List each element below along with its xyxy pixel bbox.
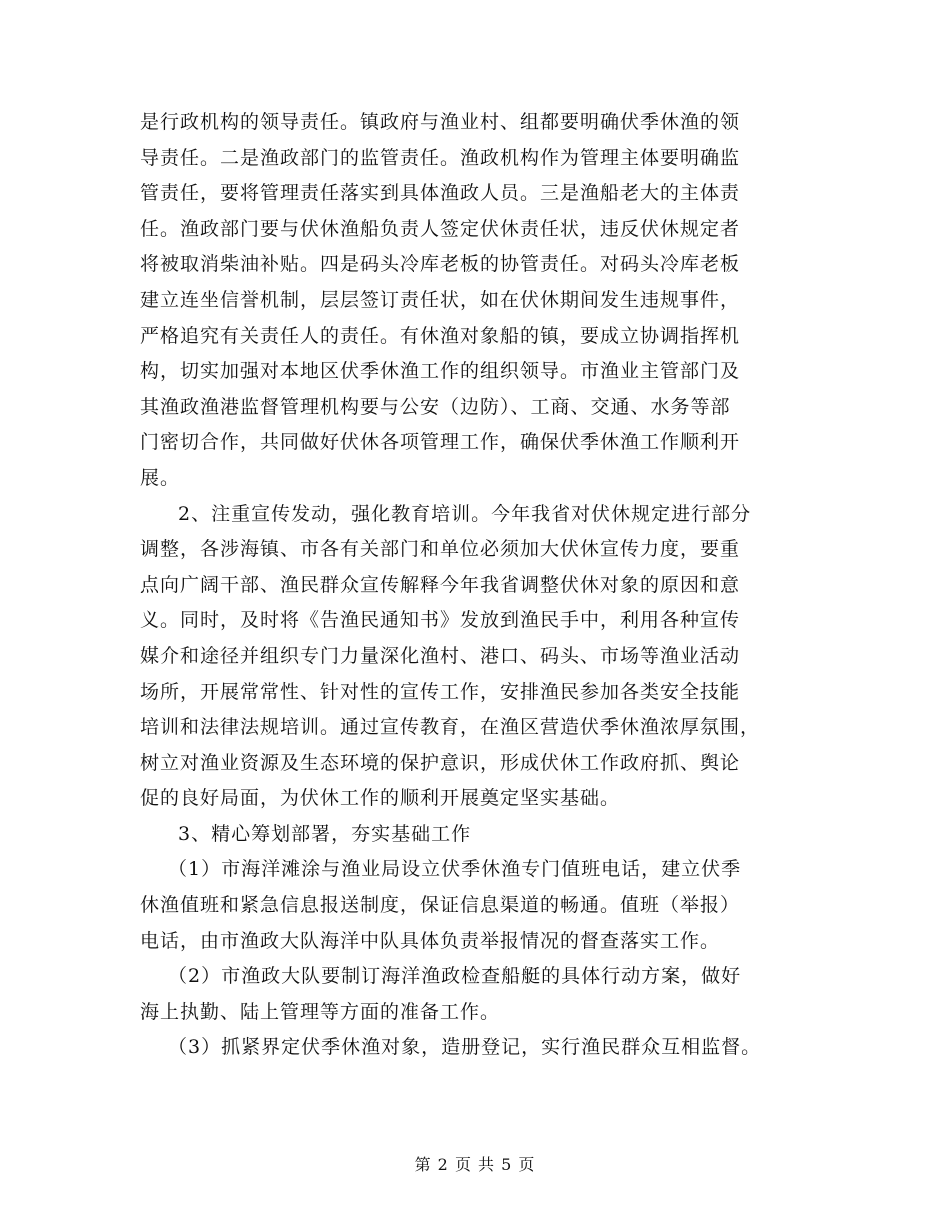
text-line: 义。同时，及时将《告渔民通知书》发放到渔民手中，利用各种宣传 [140, 609, 741, 632]
list-item-2: （2）市渔政大队要制订海洋渔政检查船艇的具体行动方案，做好 [168, 965, 742, 988]
text-line: 其渔政渔港监督管理机构要与公安（边防）、工商、交通、水务等部 [140, 395, 731, 418]
text-line: 场所，开展常常性、针对性的宣传工作，安排渔民参加各类安全技能 [140, 680, 741, 703]
text-line: 严格追究有关责任人的责任。有休渔对象船的镇，要成立协调指挥机 [140, 324, 741, 347]
text-line: 展。 [140, 466, 181, 489]
text-line: 媒介和途径并组织专门力量深化渔村、港口、码头、市场等渔业活动 [140, 644, 741, 667]
text-line: 将被取消柴油补贴。四是码头冷库老板的协管责任。对码头冷库老板 [140, 253, 741, 276]
text-line: 休渔值班和紧急信息报送制度，保证信息渠道的畅通。值班（举报） [140, 894, 741, 917]
list-item-1: （1）市海洋滩涂与渔业局设立伏季休渔专门值班电话，建立伏季 [168, 858, 742, 881]
list-item-3: （3）抓紧界定伏季休渔对象，造册登记，实行渔民群众互相监督。 [168, 1036, 762, 1059]
text-line: 是行政机构的领导责任。镇政府与渔业村、组都要明确伏季休渔的领 [140, 111, 741, 133]
text-line: 促的良好局面，为伏休工作的顺利开展奠定坚实基础。 [140, 787, 621, 810]
text-line: 电话，由市渔政大队海洋中队具体负责举报情况的督查落实工作。 [140, 929, 721, 952]
section-heading-3: 3、精心筹划部署，夯实基础工作 [178, 822, 472, 845]
document-body [140, 105, 830, 1066]
text-line: 导责任。二是渔政部门的监管责任。渔政机构作为管理主体要明确监 [140, 146, 741, 169]
text-line: 海上执勤、陆上管理等方面的准备工作。 [140, 1000, 501, 1023]
text-line: 树立对渔业资源及生态环境的保护意识，形成伏休工作政府抓、舆论 [140, 751, 741, 774]
text-line: 构，切实加强对本地区伏季休渔工作的组织领导。市渔业主管部门及 [140, 360, 741, 383]
text-line: 任。渔政部门要与伏休渔船负责人签定伏休责任状，违反伏休规定者 [140, 217, 741, 240]
text-line: 门密切合作，共同做好伏休各项管理工作，确保伏季休渔工作顺利开 [140, 431, 741, 454]
section-heading-2: 2、注重宣传发动，强化教育培训。今年我省对伏休规定进行部分 [178, 502, 752, 525]
text-line: 点向广阔干部、渔民群众宣传解释今年我省调整伏休对象的原因和意 [140, 573, 741, 596]
text-line: 培训和法律法规培训。通过宣传教育，在渔区营造伏季休渔浓厚氛围， [140, 716, 761, 739]
text-line: 建立连坐信誉机制，层层签订责任状，如在伏休期间发生违规事件， [140, 288, 741, 311]
page-number: 第 2 页 共 5 页 [414, 1155, 536, 1174]
text-line: 管责任，要将管理责任落实到具体渔政人员。三是渔船老大的主体责 [140, 182, 741, 205]
text-line: 调整，各涉海镇、市各有关部门和单位必须加大伏休宣传力度，要重 [140, 538, 741, 561]
